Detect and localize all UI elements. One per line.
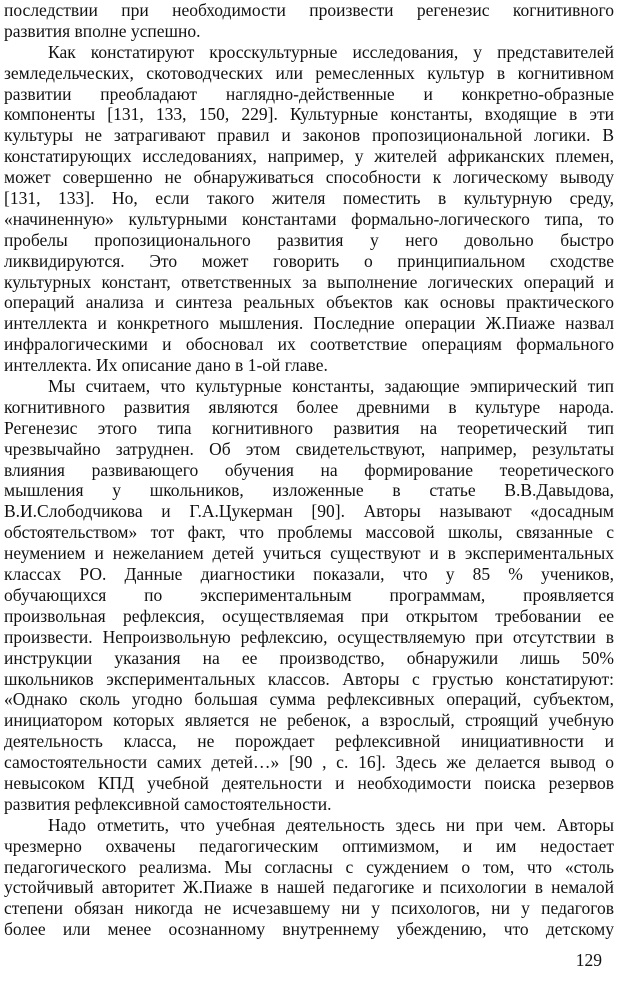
text-line: констатирующих исследованиях, например, у жителей африканских племен,: [4, 146, 614, 167]
text-line: произвести. Непроизвольную рефлексию, осуществляемую при отсутствии в: [4, 626, 614, 647]
text-line: развития рефлексивной самостоятельности.: [4, 793, 332, 814]
text-line: интеллекта. Их описание дано в 1-ой главе.: [4, 355, 328, 376]
text-line: [131, 133]. Но, если такого жителя поместить в культурную среду,: [4, 188, 614, 209]
text-line: обстоятельством» тот факт, что проблемы массовой школы, связанные с: [4, 522, 614, 543]
text-line: культуры не затрагивают правил и законов пропозициональной логики. В: [4, 125, 614, 146]
text-line: «начиненную» культурными константами формально-логического типа, то: [4, 208, 614, 229]
text-line: обучающихся по экспериментальным программам, проявляется: [4, 584, 614, 605]
text-line: может совершенно не обнаруживаться способности к логическому выводу: [4, 167, 614, 188]
text-line: более или менее осознанному внутреннему убеждению, что детскому: [4, 919, 614, 940]
text-line: интеллекта и конкретного мышления. Последние операции Ж.Пиаже назвал: [4, 313, 614, 334]
text-line: инфралогическими и обосновал их соответствие операциям формального: [4, 334, 614, 355]
text-line: последствии при необходимости произвести регенезис когнитивного: [4, 0, 614, 20]
text-line: педагогического реализма. Мы согласны с суждением о том, что «столь: [4, 856, 614, 877]
text-line: чрезвычайно затруднен. Об этом свидетельствуют, например, результаты: [4, 438, 614, 459]
text-line: развития вполне успешно.: [4, 20, 201, 41]
text-line: Как констатируют кросскультурные исследования, у представителей: [48, 41, 614, 62]
text-line: невысоком КПД учебной деятельности и необходимости поиска резервов: [4, 772, 614, 793]
text-line: Регенезис этого типа когнитивного развития на теоретический тип: [4, 417, 614, 438]
text-line: когнитивного развития являются более древними в культуре народа.: [4, 396, 614, 417]
text-line: влияния развивающего обучения на формирование теоретического: [4, 459, 614, 480]
text-line: пробелы пропозиционального развития у него довольно быстро: [4, 229, 614, 250]
text-line: земледельческих, скотоводческих или ремесленных культур в когнитивном: [4, 62, 614, 83]
text-line: школьников экспериментальных классов. Авторы с грустью констатируют:: [4, 668, 614, 689]
text-line: культурных констант, ответственных за выполнение логических операций и: [4, 271, 614, 292]
page-number: 129: [575, 950, 602, 970]
text-line: Мы считаем, что культурные константы, задающие эмпирический тип: [48, 376, 614, 397]
text-line: ликвидируются. Это может говорить о принципиальном сходстве: [4, 250, 614, 271]
text-line: инструкции указания на ее производство, обнаружили лишь 50%: [4, 647, 614, 668]
text-line: «Однако сколь угодно большая сумма рефлексивных операций, субъектом,: [4, 689, 614, 710]
text-line: неумением и нежеланием детей учиться существуют и в экспериментальных: [4, 543, 614, 564]
text-line: самостоятельности самих детей…» [90 , с. 16]. Здесь же делается вывод о: [4, 752, 614, 773]
text-line: устойчивый авторитет Ж.Пиаже в нашей педагогике и психологии в немалой: [4, 877, 614, 898]
text-line: степени обязан никогда не исчезавшему ни у психологов, ни у педагогов: [4, 898, 614, 919]
text-line: произвольная рефлексия, осуществляемая при открытом требовании ее: [4, 605, 614, 626]
text-line: чрезмерно охвачены педагогическим оптимизмом, и им недостает: [4, 835, 614, 856]
text-line: Надо отметить, что учебная деятельность здесь ни при чем. Авторы: [48, 814, 614, 835]
text-line: инициатором которых является не ребенок, а взрослый, строящий учебную: [4, 710, 614, 731]
text-line: В.И.Слободчикова и Г.А.Цукерман [90]. Авторы называют «досадным: [4, 501, 614, 522]
text-line: классах РО. Данные диагностики показали, что у 85 % учеников,: [4, 564, 614, 585]
text-line: мышления у школьников, изложенные в статье В.В.Давыдова,: [4, 480, 614, 501]
body-text: [4, 0, 614, 940]
text-line: развитии преобладают наглядно-действенные и конкретно-образные: [4, 83, 614, 104]
text-line: компоненты [131, 133, 150, 229]. Культурные константы, входящие в эти: [4, 104, 614, 125]
text-line: операций анализа и синтеза реальных объектов как основы практического: [4, 292, 614, 313]
text-line: деятельность класса, не порождает рефлексивной инициативности и: [4, 731, 614, 752]
